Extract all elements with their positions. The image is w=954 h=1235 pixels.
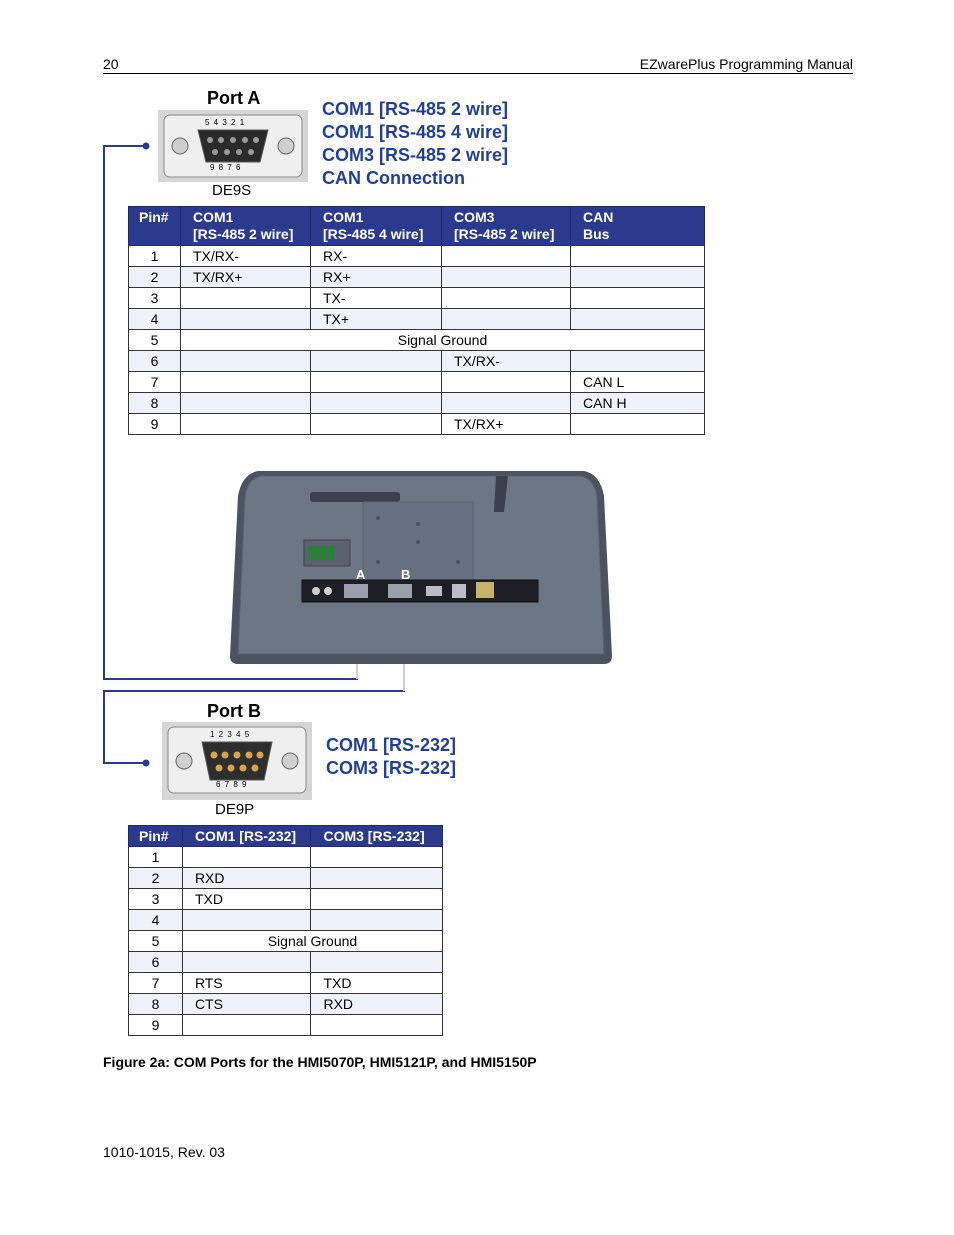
port-a-title: Port A (207, 88, 261, 108)
table-row (129, 351, 705, 372)
pin-number: 6 (129, 952, 183, 973)
pin-number: 8 (129, 393, 181, 414)
port-b-pin-table (128, 825, 443, 1036)
table-row (129, 414, 705, 435)
table-cell: RXD (311, 994, 443, 1015)
table-cell (182, 847, 311, 868)
de9s-label: DE9S (212, 182, 252, 199)
pin-number: 8 (129, 994, 183, 1015)
table-header-row (129, 826, 443, 847)
header-cell: COM3 [RS-485 2 wire] (442, 207, 571, 246)
table-cell: TX/RX+ (442, 414, 571, 435)
table-cell (181, 393, 311, 414)
table-row (129, 246, 705, 267)
table-row (129, 889, 443, 910)
table-cell (182, 952, 311, 973)
port-b-title: Port B (207, 701, 261, 721)
table-cell (311, 889, 443, 910)
hmi-device-image (228, 466, 614, 666)
table-cell (442, 393, 571, 414)
manual-title: EZwarePlus Programming Manual (639, 56, 853, 72)
table-cell (311, 414, 442, 435)
table-cell (182, 1015, 311, 1036)
table-cell: RXD (182, 868, 311, 889)
pin-number: 1 (129, 246, 181, 267)
pin-number: 4 (129, 309, 181, 330)
pin-number: 2 (129, 868, 183, 889)
table-cell (442, 372, 571, 393)
header-cell: COM1 [RS-232] (182, 826, 311, 847)
port-b-labels (326, 734, 456, 780)
table-cell: RTS (182, 973, 311, 994)
de9p-top-pin-numbers: 1 2 3 4 5 (210, 730, 251, 739)
table-cell (571, 267, 705, 288)
table-cell: CAN H (571, 393, 705, 414)
header-cell: Pin# (129, 826, 183, 847)
table-row (129, 931, 443, 952)
port-a-pin-table (128, 206, 705, 435)
signal-ground-cell: Signal Ground (181, 330, 705, 351)
pin-number: 9 (129, 1015, 183, 1036)
port-a-labels (322, 98, 508, 190)
table-cell (571, 288, 705, 309)
table-cell (571, 414, 705, 435)
port-b-label: COM3 [RS-232] (326, 758, 457, 778)
de9p-label: DE9P (215, 801, 255, 818)
table-cell: CTS (182, 994, 311, 1015)
table-row (129, 973, 443, 994)
pin-number: 9 (129, 414, 181, 435)
port-a-label: COM1 [RS-485 4 wire] (322, 122, 509, 142)
pin-number: 5 (129, 330, 181, 351)
table-cell: CAN L (571, 372, 705, 393)
table-cell: TXD (182, 889, 311, 910)
table-row (129, 372, 705, 393)
table-cell (571, 309, 705, 330)
table-cell (442, 309, 571, 330)
de9s-bottom-pin-numbers: 9 8 7 6 (210, 163, 242, 172)
pin-number: 7 (129, 973, 183, 994)
pin-number: 5 (129, 931, 183, 952)
table-row (129, 910, 443, 931)
table-cell (181, 309, 311, 330)
port-a-label: CAN Connection (322, 168, 465, 188)
table-cell (181, 351, 311, 372)
table-cell: TX+ (311, 309, 442, 330)
table-cell (442, 246, 571, 267)
table-cell (571, 351, 705, 372)
pin-number: 1 (129, 847, 183, 868)
table-cell (311, 1015, 443, 1036)
table-cell (311, 393, 442, 414)
table-row (129, 309, 705, 330)
table-cell: RX- (311, 246, 442, 267)
port-a-label: COM1 [RS-485 2 wire] (322, 99, 509, 119)
document-footer: 1010-1015, Rev. 03 (103, 1144, 225, 1160)
port-b-marker: B (401, 567, 411, 582)
table-cell (442, 267, 571, 288)
table-cell (181, 414, 311, 435)
table-cell (182, 910, 311, 931)
table-row (129, 267, 705, 288)
table-cell (311, 910, 443, 931)
pin-number: 4 (129, 910, 183, 931)
page-number: 20 (103, 56, 119, 72)
port-b-label: COM1 [RS-232] (326, 735, 457, 755)
table-cell (311, 351, 442, 372)
pin-number: 7 (129, 372, 181, 393)
header-cell: COM3 [RS-232] (311, 826, 443, 847)
table-cell (181, 288, 311, 309)
pin-number: 3 (129, 889, 183, 910)
table-cell: TXD (311, 973, 443, 994)
table-cell (571, 246, 705, 267)
table-row (129, 1015, 443, 1036)
table-row (129, 994, 443, 1015)
figure-caption: Figure 2a: COM Ports for the HMI5070P, HMI5121P, and HMI5150P (103, 1054, 537, 1070)
table-row (129, 393, 705, 414)
de9p-bottom-pin-numbers: 6 7 8 9 (216, 780, 248, 789)
table-cell: TX/RX- (442, 351, 571, 372)
table-row (129, 847, 443, 868)
table-cell (311, 372, 442, 393)
table-cell: TX- (311, 288, 442, 309)
table-cell (311, 868, 443, 889)
table-header-row (129, 207, 705, 246)
signal-ground-cell: Signal Ground (182, 931, 442, 952)
table-row (129, 288, 705, 309)
table-cell: TX/RX- (181, 246, 311, 267)
header-cell: COM1 [RS-485 2 wire] (181, 207, 311, 246)
pin-number: 6 (129, 351, 181, 372)
table-cell (311, 847, 443, 868)
pin-number: 2 (129, 267, 181, 288)
table-row (129, 330, 705, 351)
header-cell: Pin# (129, 207, 181, 246)
table-cell (442, 288, 571, 309)
table-cell (311, 952, 443, 973)
table-cell: RX+ (311, 267, 442, 288)
port-a-label: COM3 [RS-485 2 wire] (322, 145, 509, 165)
de9s-top-pin-numbers: 5 4 3 2 1 (205, 118, 246, 127)
pin-number: 3 (129, 288, 181, 309)
table-cell (181, 372, 311, 393)
header-cell: COM1 [RS-485 4 wire] (311, 207, 442, 246)
table-cell: TX/RX+ (181, 267, 311, 288)
table-row (129, 952, 443, 973)
header-cell: CAN Bus (571, 207, 705, 246)
table-row (129, 868, 443, 889)
port-a-marker: A (356, 567, 366, 582)
